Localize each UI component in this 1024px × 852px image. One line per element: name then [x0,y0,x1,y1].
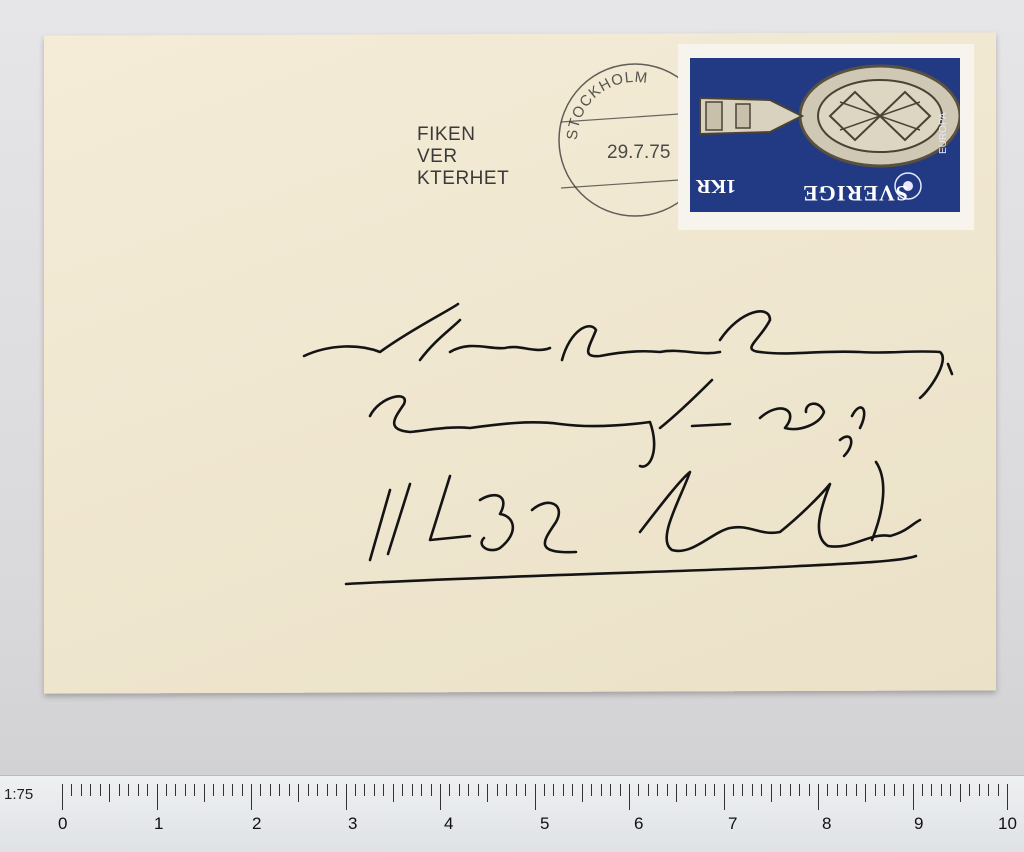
ruler-tick [270,784,271,796]
ruler-tick [950,784,951,796]
svg-text:STOCKHOLM [564,69,649,141]
ruler-tick [638,784,639,796]
ruler-tick [884,784,885,796]
stamp-face [690,58,960,212]
ruler-tick [223,784,224,796]
ruler-tick [260,784,261,796]
ruler-tick [308,784,309,796]
ruler-tick [468,784,469,796]
ruler-tick [742,784,743,796]
ruler-tick [941,784,942,796]
ruler-tick [563,784,564,796]
ruler-tick [960,784,961,802]
ruler-tick [119,784,120,796]
ruler-number: 3 [348,814,358,833]
ruler-tick [903,784,904,796]
slogan-line: FIKEN [417,124,476,145]
ruler-tick [875,784,876,796]
ruler-tick [827,784,828,796]
ruler-tick [525,784,526,796]
ruler-tick [336,784,337,796]
ruler-tick [799,784,800,796]
ruler-tick [327,784,328,796]
postmark-date: 29.7.75 [607,142,671,163]
ruler-tick [818,784,819,810]
ruler-tick [90,784,91,796]
ruler-number: 9 [914,814,924,833]
ruler-tick [279,784,280,796]
ruler-tick [610,784,611,796]
ruler-tick [657,784,658,796]
ruler-tick [421,784,422,796]
ruler-number: 1 [154,814,164,833]
ruler-tick [516,784,517,796]
ruler-tick [100,784,101,796]
ruler-tick [724,784,725,810]
ruler-tick [535,784,536,810]
ruler-tick [553,784,554,796]
ruler-tick [686,784,687,796]
slogan-line: VER [417,146,458,167]
ruler-tick [591,784,592,796]
ruler-tick [383,784,384,796]
ruler-tick [185,784,186,796]
ruler-tick [913,784,914,810]
ruler-tick [998,784,999,796]
ruler-tick [128,784,129,796]
ruler-number: 7 [728,814,738,833]
ruler-number: 5 [540,814,550,833]
ruler-tick [846,784,847,796]
ruler-tick [109,784,110,802]
ruler-tick [667,784,668,796]
ruler-tick [676,784,677,802]
ruler-tick [402,784,403,796]
stamp-value: 1KR [696,175,736,197]
ruler [0,775,1024,852]
ruler-tick [809,784,810,796]
ruler-tick [969,784,970,796]
ruler-tick [705,784,706,796]
ruler-tick [894,784,895,796]
ruler-tick [289,784,290,796]
ruler-tick [497,784,498,796]
ruler-tick [572,784,573,796]
recipient-address [300,300,980,605]
ruler-tick [431,784,432,796]
ruler-tick [232,784,233,796]
ruler-tick [440,784,441,810]
stamp-country: SVERIGE [802,181,909,206]
ruler-tick [449,784,450,796]
ruler-number: 10 [998,814,1017,833]
ruler-tick [544,784,545,796]
ruler-tick [71,784,72,796]
ruler-number: 4 [444,814,454,833]
ruler-tick [242,784,243,796]
ruler-tick [837,784,838,796]
cancellation-slogan [417,124,509,190]
ruler-tick [761,784,762,796]
ruler-tick [506,784,507,796]
ruler-tick [922,784,923,796]
ruler-tick [648,784,649,796]
ruler-tick [979,784,980,796]
ruler-tick [620,784,621,796]
ruler-tick [601,784,602,796]
stamp-series: EUROPA [938,112,949,154]
ruler-tick [157,784,158,810]
ruler-tick [393,784,394,802]
ruler-tick [175,784,176,796]
ruler-tick [251,784,252,810]
ruler-tick [459,784,460,796]
ruler-tick [138,784,139,796]
ruler-tick [147,784,148,796]
ruler-number: 6 [634,814,644,833]
ruler-tick [582,784,583,802]
postage-stamp [678,44,974,230]
ruler-tick [695,784,696,796]
ruler-tick [298,784,299,802]
ruler-tick [931,784,932,796]
ruler-tick [865,784,866,802]
ruler-tick [487,784,488,802]
ruler-tick [166,784,167,796]
ruler-tick [204,784,205,802]
ruler-number: 0 [58,814,68,833]
ruler-scale-label: 1:75 [4,786,34,803]
ruler-tick [364,784,365,796]
ruler-tick [1007,784,1008,810]
ruler-tick [317,784,318,796]
ruler-tick [194,784,195,796]
ruler-tick [478,784,479,796]
ruler-tick [988,784,989,796]
ruler-tick [355,784,356,796]
ruler-tick [374,784,375,796]
ruler-tick [213,784,214,796]
ruler-tick [752,784,753,796]
ruler-tick [790,784,791,796]
ruler-tick [629,784,630,810]
ruler-tick [771,784,772,802]
ruler-number: 2 [252,814,262,833]
ruler-tick [780,784,781,796]
handwriting-strokes [300,300,980,600]
ruler-tick [856,784,857,796]
ruler-tick [81,784,82,796]
ruler-tick [733,784,734,796]
ruler-tick [412,784,413,796]
slogan-line: KTERHET [417,168,510,189]
ruler-tick [714,784,715,796]
ruler-tick [62,784,63,810]
postmark-city: STOCKHOLM [563,68,650,141]
ruler-number: 8 [822,814,832,833]
ruler-tick [346,784,347,810]
